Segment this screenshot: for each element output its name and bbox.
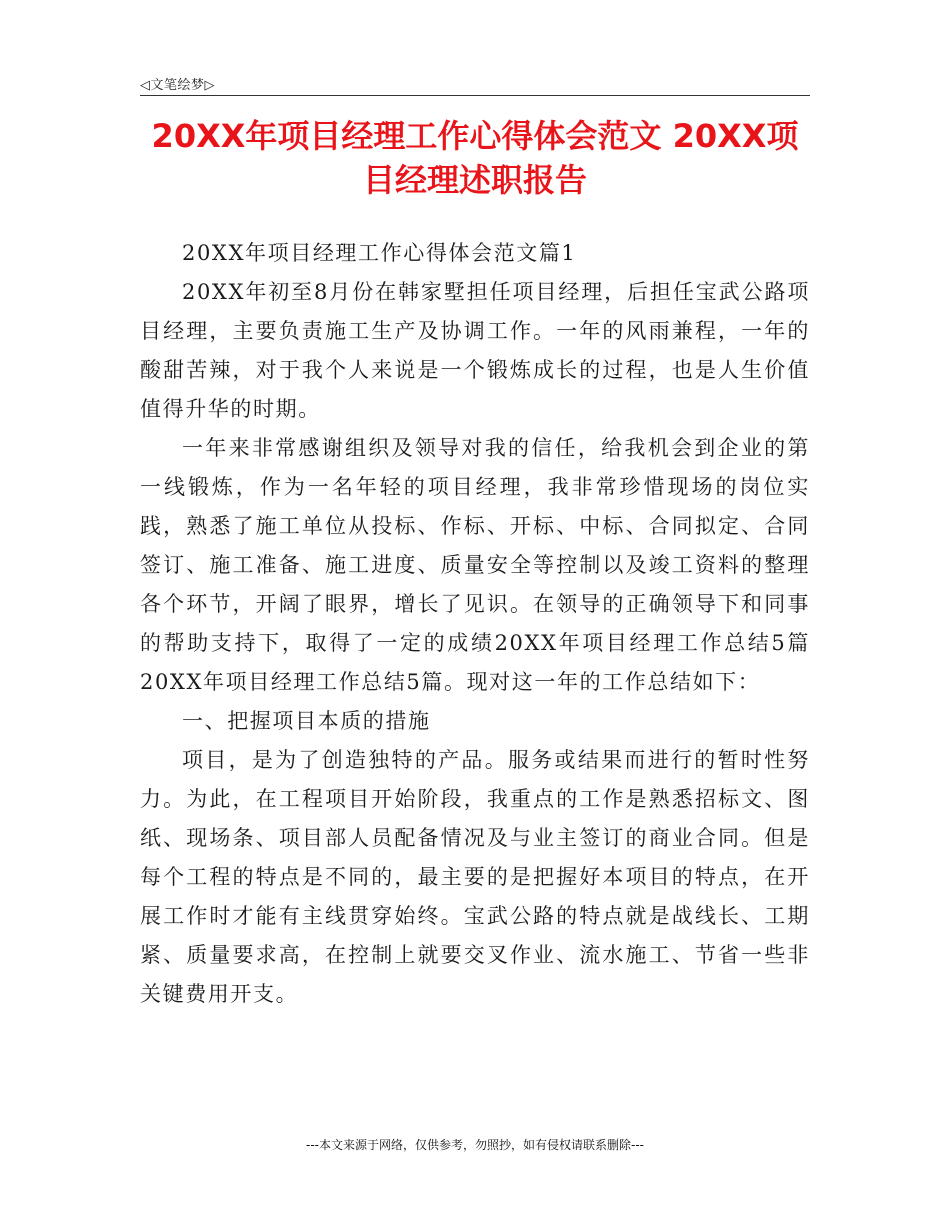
document-title: 20XX年项目经理工作心得体会范文 20XX项目经理述职报告	[151, 117, 799, 199]
paragraph: 一年来非常感谢组织及领导对我的信任，给我机会到企业的第一线锻炼，作为一名年轻的项目经理，我非常珍惜现场的岗位实践，熟悉了施工单位从投标、作标、开标、中标、合同拟定、合同签订、施工准备、施工进度、质量安全等控制以及竣工资料的整理各个环节，开阔了眼界，增长了见识。在领导的正确领导下和同事的帮助支持下，取得了一定的成绩20XX年项目经理工作总结5篇20XX年项目经理工作总结5篇。现对这一年的工作总结如下：	[140, 436, 810, 694]
header-watermark-text: ◁文笔绘梦▷	[140, 78, 215, 93]
paragraph-subheading: 一、把握项目本质的措施	[182, 709, 431, 733]
document-body	[140, 234, 810, 1014]
paragraph: 20XX年初至8月份在韩家墅担任项目经理，后担任宝武公路项目经理，主要负责施工生产及协调工作。一年的风雨兼程，一年的酸甜苦辣，对于我个人来说是一个锻炼成长的过程，也是人生价值值得升华的时期。	[140, 280, 810, 421]
paragraph-section-heading: 20XX年项目经理工作心得体会范文篇1	[182, 241, 577, 265]
footer-disclaimer: ---本文来源于网络，仅供参考，勿照抄，如有侵权请联系删除---	[306, 1138, 644, 1152]
paragraph: 项目，是为了创造独特的产品。服务或结果而进行的暂时性努力。为此，在工程项目开始阶段，我重点的工作是熟悉招标文、图纸、现场条、项目部人员配备情况及与业主签订的商业合同。但是每个工程的特点是不同的，最主要的是把握好本项目的特点，在开展工作时才能有主线贯穿始终。宝武公路的特点就是战线长、工期紧、质量要求高，在控制上就要交叉作业、流水施工、节省一些非关键费用开支。	[140, 748, 810, 1006]
header-divider	[140, 95, 810, 96]
